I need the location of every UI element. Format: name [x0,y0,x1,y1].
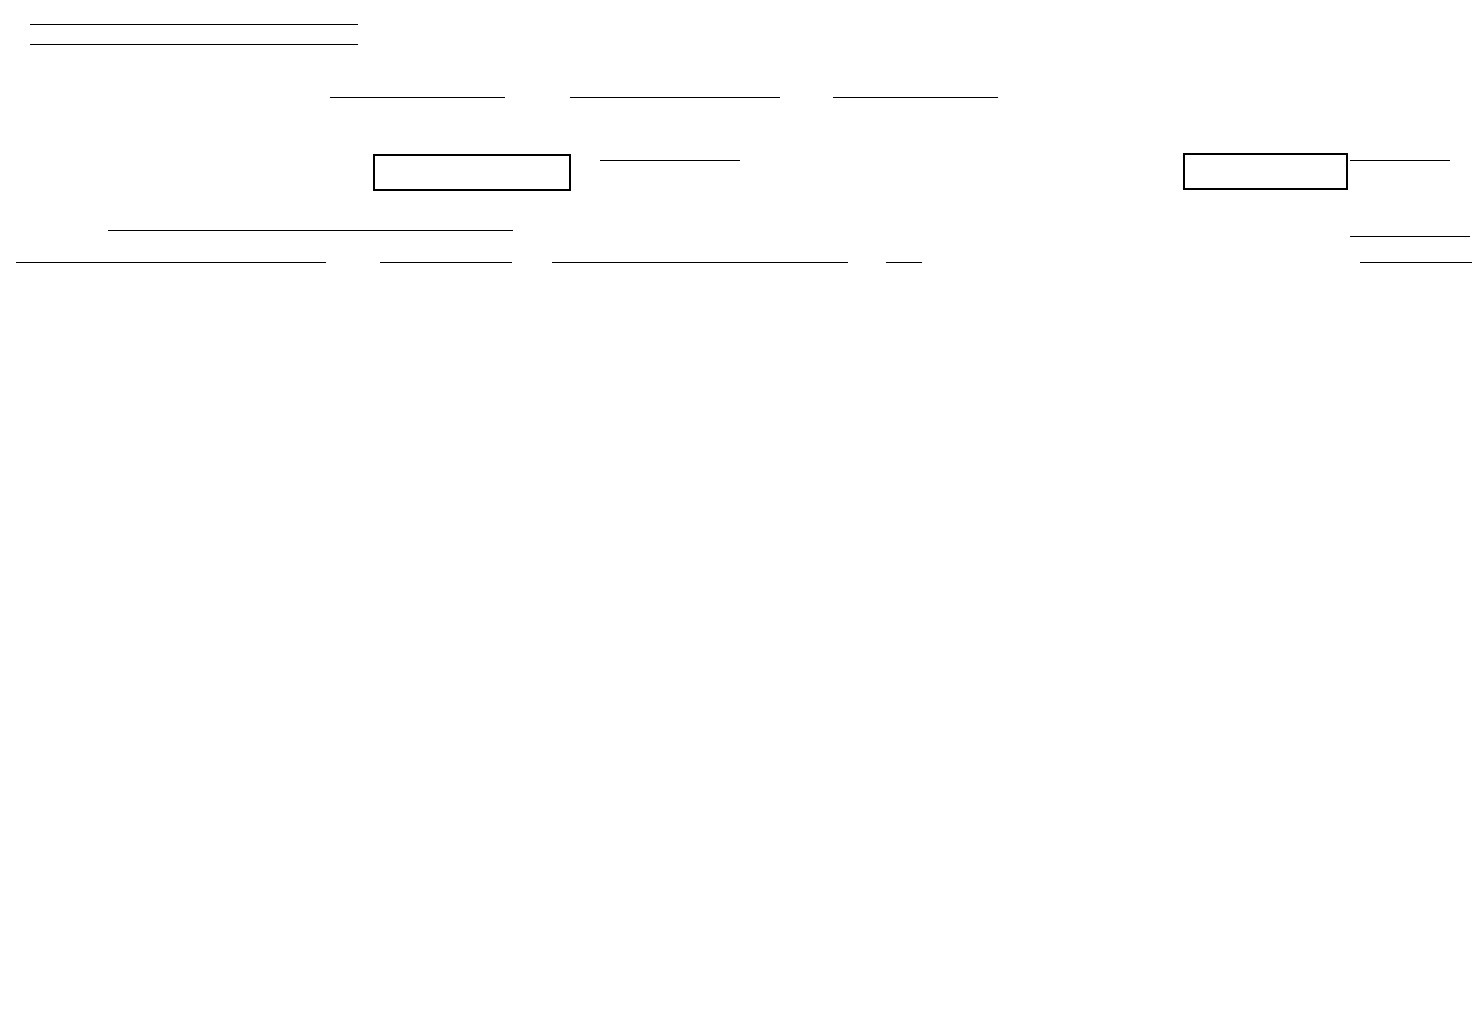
scan-line [1350,160,1450,161]
institution-underline [30,44,358,45]
period-line[interactable] [552,262,848,263]
dkud-input[interactable] [1183,153,1348,190]
scan-line [330,97,505,98]
institution-name-line[interactable] [30,24,358,25]
left-header-line [108,230,513,231]
scan-line [600,160,740,161]
scan-line [570,97,780,98]
year-line[interactable] [886,262,922,263]
edrpou-input[interactable] [373,154,571,191]
scan-line [833,97,998,98]
right-header-line-2 [1360,262,1472,263]
left-header-line-2 [16,262,326,263]
left-header-line-3 [380,262,512,263]
right-header-line [1350,236,1470,237]
